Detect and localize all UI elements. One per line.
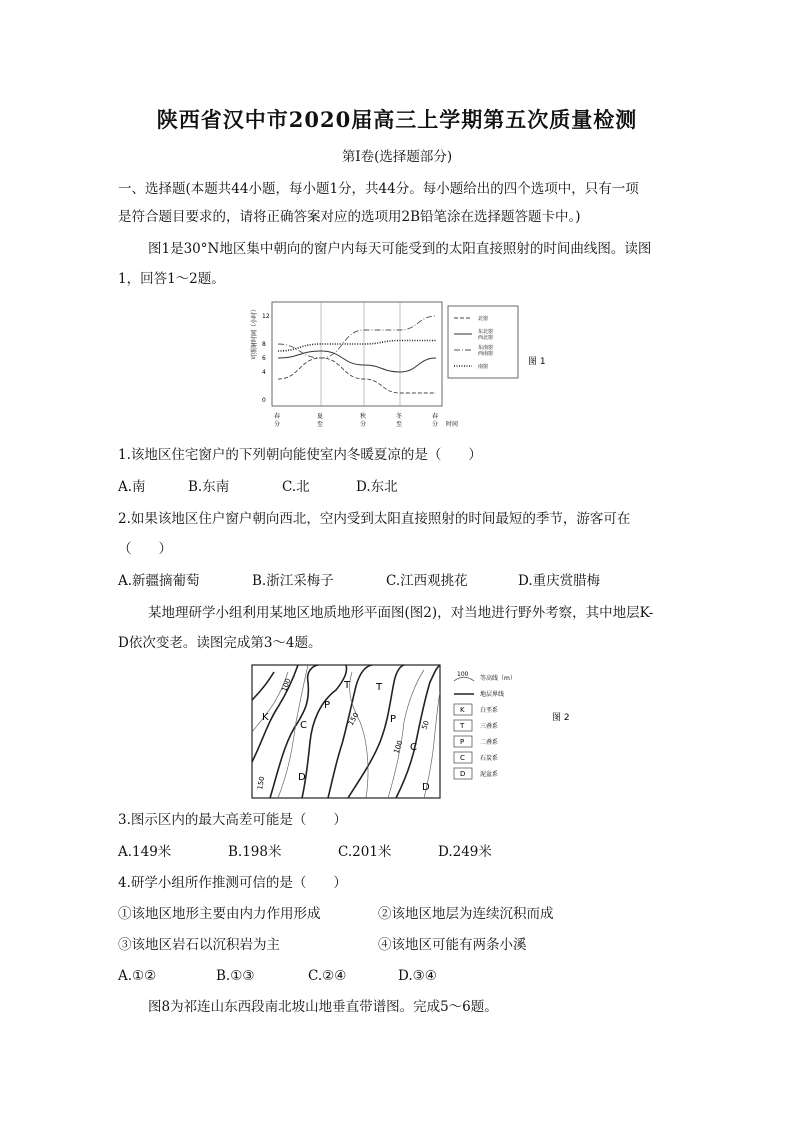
contour-label: 50 xyxy=(420,719,431,731)
question-2-paren: （ ） xyxy=(118,541,172,557)
question-1-option-a[interactable]: A.南 xyxy=(118,479,146,495)
x-ticks xyxy=(274,412,438,428)
figure3-intro: 图8为祁连山东西段南北坡山地垂直带谱图。完成5～6题。 xyxy=(148,999,498,1015)
x-tick-label: 至 xyxy=(396,421,403,428)
section-intro-line1: 一、选择题(本题共44小题，每小题1分，共44分。每小题给出的四个选项中，只有一项 xyxy=(118,181,639,197)
y-axis-label: 可照射时间（小时） xyxy=(251,305,258,360)
legend-label: 西北窗 xyxy=(478,335,494,341)
x-axis-label: 时间 xyxy=(446,421,459,428)
question-1-option-b[interactable]: B.东南 xyxy=(188,479,230,495)
figure2-map xyxy=(248,662,588,802)
question-4-statement-2: ②该地区地层为连续沉积而成 xyxy=(378,906,554,922)
figure2-legend xyxy=(454,671,516,779)
plot-frame xyxy=(272,302,442,406)
question-4-option-d[interactable]: D.③④ xyxy=(398,968,437,984)
map-stratum-label: C xyxy=(410,742,417,753)
question-2-option-c[interactable]: C.江西观挑花 xyxy=(386,573,468,589)
question-3-option-b[interactable]: B.198米 xyxy=(228,844,282,860)
y-ticks xyxy=(262,313,270,404)
map-stratum-label: D xyxy=(422,782,430,793)
legend-label: 三叠系 xyxy=(480,723,499,730)
section-subtitle: 第Ⅰ卷(选择题部分) xyxy=(341,149,453,165)
series-lines xyxy=(278,316,436,393)
figure1-intro-line2: 1，回答1～2题。 xyxy=(118,271,225,287)
contour-label: 150 xyxy=(346,711,361,727)
legend-symbol: 100 xyxy=(457,671,469,678)
map-stratum-label: K xyxy=(262,712,269,723)
figure1-intro-line1: 图1是30°N地区集中朝向的窗户内每天可能受到的太阳直接照射的时间曲线图。读图 xyxy=(148,241,652,257)
x-tick-label: 分 xyxy=(274,421,281,428)
series-line xyxy=(278,351,436,372)
series-line xyxy=(278,341,436,352)
question-3-stem: 3.图示区内的最大高差可能是（ ） xyxy=(118,812,347,828)
map-labels xyxy=(262,680,430,793)
question-2-option-d[interactable]: D.重庆赏腊梅 xyxy=(518,573,601,589)
map-stratum-label: P xyxy=(390,714,397,725)
question-4-statement-1: ①该地区地形主要由内力作用形成 xyxy=(118,906,321,922)
question-1-option-d[interactable]: D.东北 xyxy=(356,479,398,495)
x-tick-label: 夏 xyxy=(317,413,324,420)
figure2-intro-line1: 某地理研学小组利用某地区地质地形平面图(图2)，对当地进行野外考察，其中地层K- xyxy=(148,605,654,621)
question-4-option-b[interactable]: B.①③ xyxy=(216,968,255,984)
legend-symbol: P xyxy=(460,738,465,746)
contour-label: 100 xyxy=(280,677,293,693)
x-tick-label: 分 xyxy=(360,421,367,428)
x-tick-label: 春 xyxy=(432,413,439,420)
contour-label: 150 xyxy=(256,775,267,791)
series-line xyxy=(278,316,436,358)
legend-label: 南窗 xyxy=(478,364,489,370)
strata-boundary-west xyxy=(252,665,298,762)
figure1-legend xyxy=(454,315,493,370)
question-2-option-b[interactable]: B.浙江采梅子 xyxy=(252,573,334,589)
legend-symbol: C xyxy=(460,754,465,762)
map-stratum-label: T xyxy=(344,680,351,691)
legend-label: 等高线（m） xyxy=(480,675,516,682)
question-3-option-a[interactable]: A.149米 xyxy=(118,844,172,860)
exam-title: 陕西省汉中市2020届高三上学期第五次质量检测 xyxy=(156,107,638,132)
legend-symbol: D xyxy=(460,770,466,778)
legend-label: 北窗 xyxy=(478,316,489,322)
question-1-stem: 1.该地区住宅窗户的下列朝向能使室内冬暖夏凉的是（ ） xyxy=(118,447,482,463)
question-4-option-c[interactable]: C.②④ xyxy=(308,968,347,984)
question-1-option-c[interactable]: C.北 xyxy=(282,479,310,495)
contour-label: 100 xyxy=(392,739,405,755)
y-tick-label: 0 xyxy=(262,397,266,404)
y-tick-label: 12 xyxy=(262,313,270,320)
series-line xyxy=(278,358,436,393)
legend-label: 东南窗 xyxy=(478,345,494,351)
legend-label: 二叠系 xyxy=(480,739,499,746)
contour-labels xyxy=(256,677,431,790)
map-stratum-label: C xyxy=(300,720,307,731)
map-stratum-label: T xyxy=(376,682,383,693)
contour-line xyxy=(350,672,368,798)
question-4-option-a[interactable]: A.①② xyxy=(118,968,157,984)
question-3-option-d[interactable]: D.249米 xyxy=(438,844,492,860)
question-2-stem: 2.如果该地区住户窗户朝向西北，空内受到太阳直接照射的时间最短的季节，游客可在 xyxy=(118,511,631,527)
question-4-stem: 4.研学小组所作推测可信的是（ ） xyxy=(118,875,347,891)
x-tick-label: 冬 xyxy=(396,413,403,420)
legend-label: 泥盆系 xyxy=(480,771,499,778)
figure1 xyxy=(250,298,590,438)
x-tick-label: 分 xyxy=(432,421,439,428)
legend-label: 东北窗 xyxy=(478,329,494,335)
legend-symbol: T xyxy=(460,722,465,730)
legend-label: 白垩系 xyxy=(480,707,499,714)
x-tick-label: 至 xyxy=(317,421,324,428)
x-tick-label: 春 xyxy=(274,413,281,420)
legend-label: 石炭系 xyxy=(480,755,499,762)
question-4-statement-3: ③该地区岩石以沉积岩为主 xyxy=(118,937,280,953)
legend-symbol: K xyxy=(460,706,465,714)
y-tick-label: 6 xyxy=(262,355,266,362)
map-stratum-label: P xyxy=(324,700,331,711)
figure2-caption: 图 2 xyxy=(552,713,570,723)
figure2-intro-line2: D依次变老。读图完成第3～4题。 xyxy=(118,635,322,651)
figure1-chart xyxy=(250,298,590,438)
y-tick-label: 4 xyxy=(262,369,266,376)
question-2-option-a[interactable]: A.新疆摘葡萄 xyxy=(118,573,200,589)
x-tick-label: 秋 xyxy=(360,413,367,420)
figure2 xyxy=(248,662,588,802)
figure1-caption: 图 1 xyxy=(528,357,546,367)
legend-label: 地层界线 xyxy=(480,691,505,698)
map-stratum-label: D xyxy=(298,772,306,783)
section-intro-line2: 是符合题目要求的，请将正确答案对应的选项用2B铅笔涂在选择题答题卡中。) xyxy=(118,209,581,225)
legend-label: 西南窗 xyxy=(478,351,494,357)
question-3-option-c[interactable]: C.201米 xyxy=(338,844,392,860)
question-4-statement-4: ④该地区可能有两条小溪 xyxy=(378,937,527,953)
y-tick-label: 8 xyxy=(262,341,266,348)
